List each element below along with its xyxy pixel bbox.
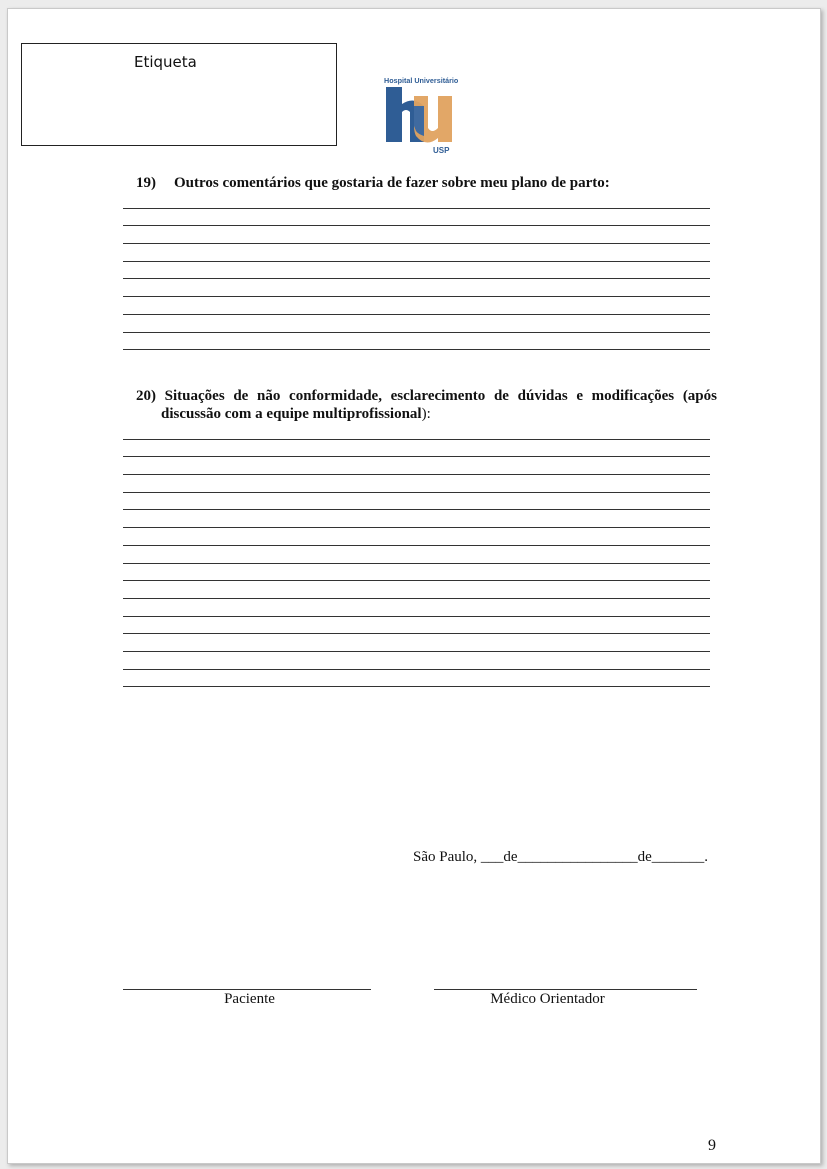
answer-line[interactable] [123,297,710,315]
answer-line[interactable] [123,440,710,458]
answer-line[interactable] [123,244,710,262]
answer-line[interactable] [123,191,710,209]
question-19-number: 19) [136,175,156,191]
question-20-text-line1: Situações de não conformidade, esclarecimento de dúvidas e modificações (após [164,388,717,404]
logo-usp-text: USP [433,146,450,155]
patient-signature-line[interactable] [123,972,371,990]
question-20-heading [136,387,717,423]
answer-line[interactable] [123,279,710,297]
answer-line[interactable] [123,262,710,280]
question-19-answer-lines[interactable] [123,191,710,350]
answer-line[interactable] [123,634,710,652]
answer-line[interactable] [123,422,710,440]
question-19-heading [136,175,610,192]
answer-line[interactable] [123,617,710,635]
answer-line[interactable] [123,475,710,493]
question-20-text-tail: ): [421,406,431,422]
answer-line[interactable] [123,564,710,582]
answer-line[interactable] [123,315,710,333]
question-20-answer-lines[interactable] [123,422,710,687]
question-20-text-line2: discussão com a equipe multiprofissional [161,406,422,422]
answer-line[interactable] [123,599,710,617]
patient-signature-label: Paciente [224,991,275,1007]
answer-line[interactable] [123,581,710,599]
answer-line[interactable] [123,510,710,528]
answer-line[interactable] [123,546,710,564]
answer-line[interactable] [123,226,710,244]
page-number: 9 [708,1137,716,1154]
answer-line[interactable] [123,457,710,475]
date-line[interactable]: São Paulo, ___de________________de_______. [413,849,708,865]
question-20-number: 20) [136,388,156,404]
document-page [7,8,821,1164]
answer-line[interactable] [123,209,710,227]
answer-line[interactable] [123,670,710,688]
answer-line[interactable] [123,333,710,351]
hospital-logo [384,76,458,156]
hu-usp-logo-icon [384,76,458,156]
answer-line[interactable] [123,528,710,546]
question-19-text: Outros comentários que gostaria de fazer sobre meu plano de parto: [174,175,610,191]
label-box-text: Etiqueta [134,53,197,71]
logo-top-text: Hospital Universitário [384,76,458,85]
doctor-signature-label: Médico Orientador [490,991,605,1007]
answer-line[interactable] [123,493,710,511]
answer-line[interactable] [123,652,710,670]
doctor-signature-line[interactable] [434,972,697,990]
